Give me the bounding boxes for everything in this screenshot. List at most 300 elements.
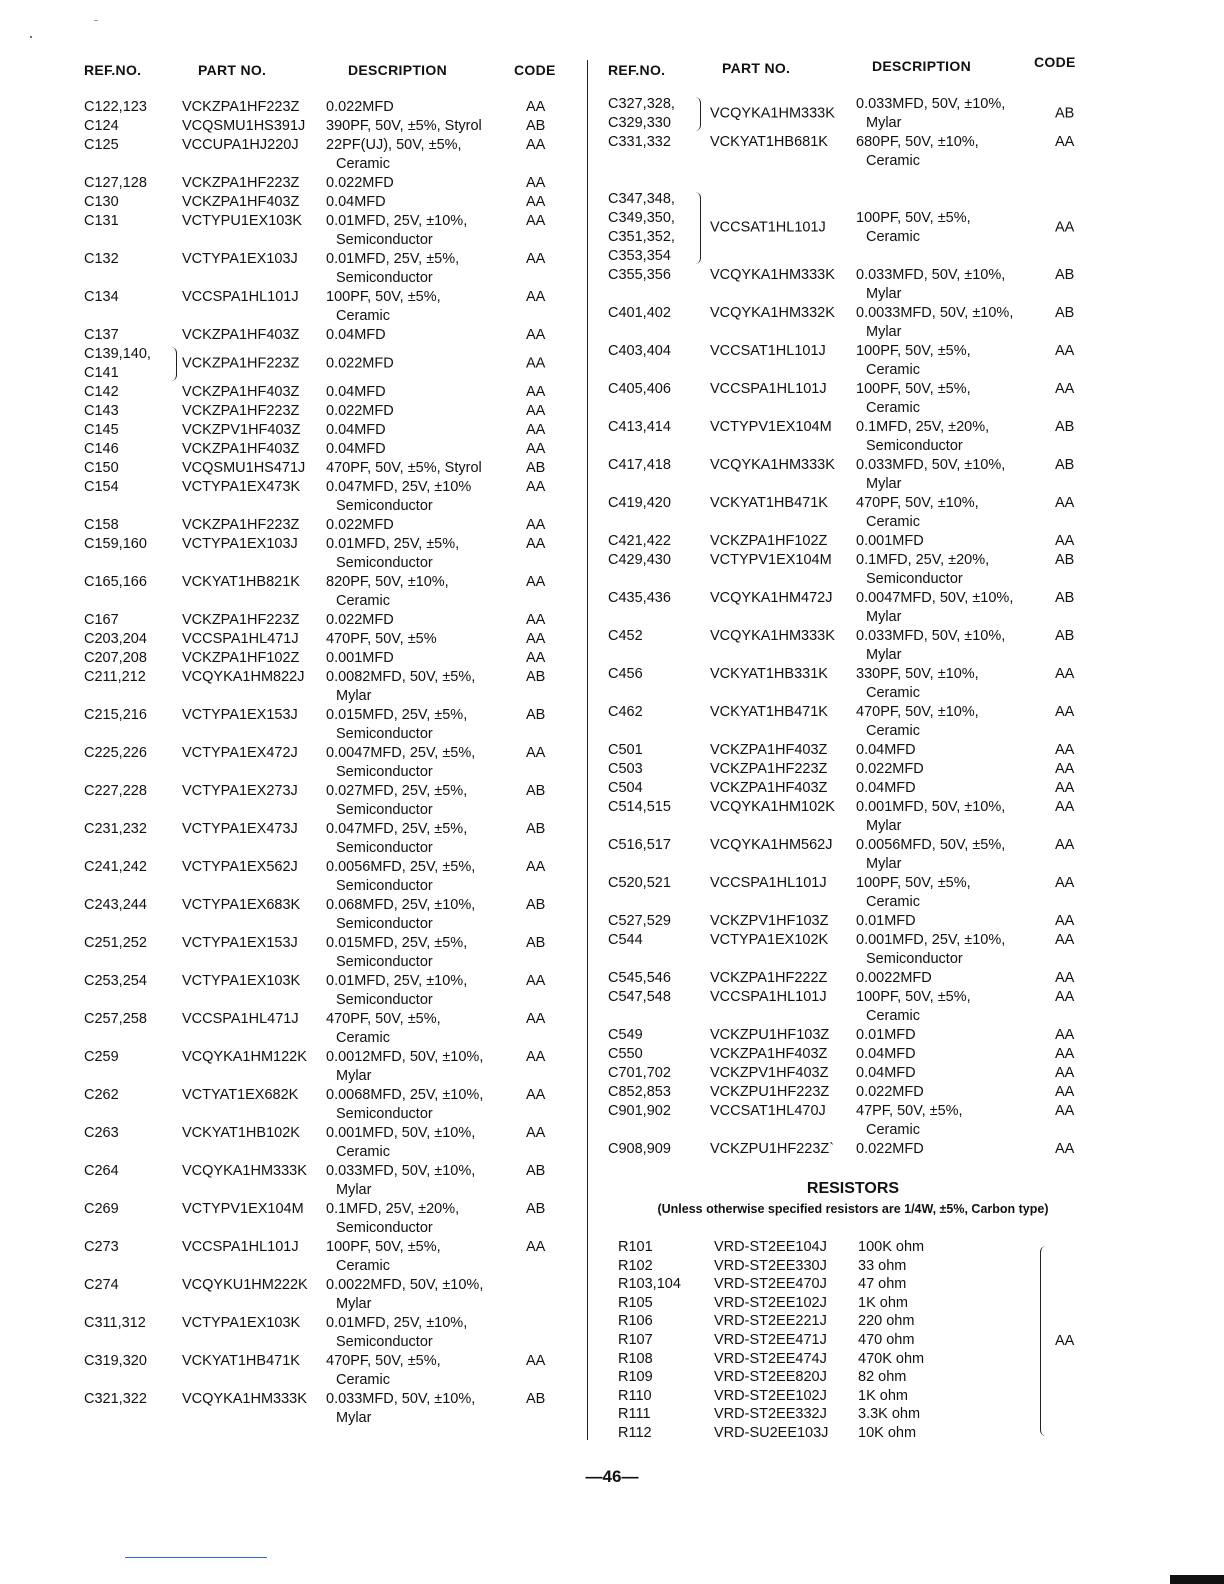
ref-no-line: C417,418: [608, 457, 671, 473]
part-no-cell: VCKZPA1HF102Z: [710, 533, 828, 549]
description-main: 330PF, 50V, ±10%,: [856, 666, 979, 682]
capacitor-list-left: [84, 98, 564, 1428]
part-no-cell: VCKYAT1HB681K: [710, 134, 828, 150]
code-cell: AA: [1055, 134, 1075, 150]
table-row: [84, 1200, 564, 1238]
ref-no-line: C456: [608, 666, 643, 682]
part-no-cell: VCTYPV1EX104M: [710, 419, 832, 435]
ref-no-cell: [84, 706, 147, 725]
resistor-group-code: AA: [1055, 1333, 1075, 1349]
ref-no-cell: [84, 782, 147, 801]
part-no-cell: VCKYAT1HB331K: [710, 666, 828, 682]
code-cell: AB: [526, 1201, 546, 1217]
ref-no-line: C145: [84, 422, 119, 438]
ref-no-line: C520,521: [608, 875, 671, 891]
part-no-cell: VCQYKA1HM333K: [182, 1163, 307, 1179]
ref-no-cell: [608, 456, 671, 475]
description-main: 0.04MFD: [856, 1046, 916, 1062]
ref-no-cell: [84, 478, 119, 497]
description-cell: [326, 136, 462, 174]
code-cell: AB: [526, 118, 546, 134]
ref-no-cell: [608, 304, 671, 323]
ref-no-cell: [84, 820, 147, 839]
description-main: 0.001MFD, 25V, ±10%,: [856, 932, 1006, 948]
ref-no-line: C262: [84, 1087, 119, 1103]
description-type: Mylar: [866, 856, 902, 872]
description-main: 0.0082MFD, 50V, ±5%,: [326, 669, 476, 685]
code-cell: AA: [526, 137, 546, 153]
table-row: [84, 782, 564, 820]
description-main: 0.04MFD: [856, 1065, 916, 1081]
ref-no-line: C327,328,: [608, 96, 675, 112]
description-cell: [326, 1238, 441, 1276]
description-main: 0.015MFD, 25V, ±5%,: [326, 707, 468, 723]
ref-no-cell: [608, 969, 671, 988]
table-row: [84, 858, 564, 896]
ref-no-line: C545,546: [608, 970, 671, 986]
ref-no-line: C527,529: [608, 913, 671, 929]
resistor-ref-cell: R106: [618, 1313, 653, 1330]
part-no-cell: VCTYPA1EX153J: [182, 935, 298, 951]
description-cell: [856, 760, 924, 779]
table-row: [84, 649, 564, 668]
description-main: 0.047MFD, 25V, ±10%: [326, 479, 472, 495]
resistor-part-cell: VRD-ST2EE104J: [714, 1239, 827, 1255]
column-divider: [587, 60, 588, 1440]
table-row: [84, 535, 564, 573]
part-no-cell: VCKYAT1HB471K: [182, 1353, 300, 1369]
code-cell: AA: [526, 479, 546, 495]
table-row: [608, 760, 1088, 779]
resistor-row: [618, 1368, 1078, 1387]
table-row: [608, 95, 1088, 133]
table-row: [84, 668, 564, 706]
ref-no-line: C259: [84, 1049, 119, 1065]
code-cell: AB: [1055, 305, 1075, 321]
resistor-row: [618, 1294, 1078, 1313]
table-row: [84, 630, 564, 649]
ref-no-line: C122,123: [84, 99, 147, 115]
code-cell: AA: [526, 650, 546, 666]
table-row: [608, 798, 1088, 836]
ref-no-cell: [84, 1200, 119, 1219]
description-main: 0.033MFD, 50V, ±10%,: [856, 457, 1006, 473]
description-main: 0.0056MFD, 25V, ±5%,: [326, 859, 476, 875]
description-type: Semiconductor: [336, 840, 433, 856]
resistor-row: [618, 1312, 1078, 1331]
ref-no-line: C165,166: [84, 574, 147, 590]
description-main: 0.022MFD: [326, 355, 394, 372]
part-no-cell: VCTYPA1EX473J: [182, 821, 298, 837]
description-main: 0.022MFD: [856, 1141, 924, 1157]
description-cell: [856, 380, 971, 418]
ref-no-line: C125: [84, 137, 119, 153]
description-main: 100PF, 50V, ±5%,: [856, 210, 971, 226]
ref-no-cell: [608, 798, 671, 817]
table-row: [84, 1314, 564, 1352]
part-no-cell: VCQYKA1HM822J: [182, 669, 305, 685]
ref-no-line: C908,909: [608, 1141, 671, 1157]
table-row: [84, 1162, 564, 1200]
ref-no-cell: [84, 858, 147, 877]
ref-no-cell: [608, 760, 643, 779]
description-main: 0.0022MFD: [856, 970, 932, 986]
ref-no-line: C547,548: [608, 989, 671, 1005]
description-cell: [326, 478, 471, 516]
code-cell: AA: [1055, 1065, 1075, 1081]
description-main: 0.022MFD: [856, 1084, 924, 1100]
description-main: 0.1MFD, 25V, ±20%,: [856, 552, 990, 568]
table-row: [608, 912, 1088, 931]
table-row: [608, 779, 1088, 798]
table-row: [84, 744, 564, 782]
part-no-cell: VCQYKA1HM333K: [182, 1391, 307, 1407]
table-row: [84, 421, 564, 440]
ref-no-line: C143: [84, 403, 119, 419]
header-part-no: PART NO.: [722, 60, 791, 76]
description-type: Semiconductor: [336, 992, 433, 1008]
resistor-value-cell: 100K ohm: [858, 1239, 925, 1255]
ref-no-line: C263: [84, 1125, 119, 1141]
ref-no-line: C435,436: [608, 590, 671, 606]
resistor-part-cell: VRD-ST2EE820J: [714, 1369, 827, 1386]
description-type: Mylar: [866, 818, 902, 834]
code-cell: AB: [526, 707, 546, 723]
scan-edge-mark: [1170, 1575, 1224, 1584]
part-no-cell: VCKZPA1HF403Z: [710, 1046, 828, 1062]
header-ref-no: REF.NO.: [608, 62, 666, 78]
description-main: 0.1MFD, 25V, ±20%,: [856, 419, 990, 435]
ref-no-cell: [84, 1352, 147, 1371]
code-cell: AA: [526, 251, 546, 267]
description-type: Mylar: [336, 1296, 372, 1312]
description-main: 0.01MFD, 25V, ±10%,: [326, 973, 468, 989]
part-no-cell: VCQYKA1HM472J: [710, 590, 833, 606]
description-cell: [856, 304, 1013, 342]
description-cell: [326, 820, 467, 858]
code-cell: AA: [526, 289, 546, 305]
part-no-cell: VCKZPA1HF403Z: [710, 780, 828, 796]
description-type: Ceramic: [336, 1372, 390, 1388]
table-row: [608, 380, 1088, 418]
description-type: Semiconductor: [336, 916, 433, 932]
ref-no-cell: [608, 1064, 671, 1083]
table-row: [84, 706, 564, 744]
part-no-cell: VCKZPU1HF103Z: [710, 1027, 830, 1043]
code-cell: AA: [1055, 219, 1075, 236]
ref-no-line: C207,208: [84, 650, 147, 666]
description-cell: [856, 209, 971, 247]
ref-no-cell: [84, 1048, 119, 1067]
resistor-ref-cell: R103,104: [618, 1276, 681, 1293]
part-no-cell: VCQYKA1HM122K: [182, 1049, 307, 1065]
resistor-part-cell: VRD-ST2EE471J: [714, 1331, 827, 1348]
ref-no-line: C137: [84, 327, 119, 343]
description-type: Semiconductor: [336, 1220, 433, 1236]
code-cell: AA: [1055, 1103, 1075, 1119]
table-row: [84, 345, 564, 383]
description-main: 470PF, 50V, ±5%, Styrol: [326, 460, 482, 476]
description-main: 22PF(UJ), 50V, ±5%,: [326, 137, 462, 153]
description-main: 0.04MFD: [326, 194, 386, 210]
part-no-cell: VCTYPA1EX103J: [182, 251, 298, 267]
resistor-part-cell: VRD-ST2EE221J: [714, 1313, 827, 1330]
code-cell: AA: [526, 1353, 546, 1369]
part-no-cell: VCTYPA1EX102K: [710, 932, 829, 948]
ref-no-cell: [84, 934, 147, 953]
code-cell: AA: [526, 574, 546, 590]
description-cell: [856, 836, 1005, 874]
description-type: Ceramic: [866, 362, 920, 378]
description-main: 390PF, 50V, ±5%, Styrol: [326, 118, 482, 134]
ref-no-cell: [608, 779, 643, 798]
ref-no-cell: [84, 1086, 119, 1105]
part-no-cell: VCQYKA1HM333K: [710, 267, 835, 283]
code-cell: AA: [1055, 1027, 1075, 1043]
resistor-ref-cell: R111: [618, 1406, 651, 1423]
ref-no-cell: [608, 1140, 671, 1159]
code-cell: AA: [1055, 1141, 1075, 1157]
ref-no-line: C215,216: [84, 707, 147, 723]
ref-no-cell: [84, 535, 147, 554]
code-cell: AA: [1055, 875, 1075, 891]
table-row: [84, 1048, 564, 1086]
ref-no-line: C243,244: [84, 897, 147, 913]
table-row: [608, 551, 1088, 589]
description-cell: [856, 779, 916, 798]
description-cell: [326, 193, 386, 212]
part-no-cell: VCKZPA1HF403Z: [182, 194, 300, 210]
ref-no-line: C549: [608, 1027, 643, 1043]
ref-no-line: C355,356: [608, 267, 671, 283]
code-cell: AB: [526, 821, 546, 837]
resistor-row: [618, 1275, 1078, 1294]
ref-no-cell: [608, 551, 671, 570]
description-main: 0.027MFD, 25V, ±5%,: [326, 783, 468, 799]
part-no-cell: VCCSPA1HL471J: [182, 1011, 299, 1027]
description-type: Semiconductor: [336, 232, 433, 248]
description-main: 0.0047MFD, 50V, ±10%,: [856, 590, 1014, 606]
table-row: [84, 288, 564, 326]
code-cell: AB: [1055, 590, 1075, 606]
description-cell: [856, 627, 1005, 665]
code-cell: AA: [1055, 1084, 1075, 1100]
code-cell: AA: [526, 631, 546, 647]
ref-no-line: C130: [84, 194, 119, 210]
code-cell: AA: [1055, 799, 1075, 815]
ref-no-line: C516,517: [608, 837, 671, 853]
table-row: [608, 703, 1088, 741]
table-row: [608, 1102, 1088, 1140]
description-main: 0.033MFD, 50V, ±10%,: [326, 1163, 476, 1179]
part-no-cell: VCTYPA1EX103K: [182, 1315, 301, 1331]
part-no-cell: VCKZPU1HF223Z`: [710, 1141, 835, 1157]
ref-no-line: C347,348,: [608, 191, 675, 207]
description-main: 0.0068MFD, 25V, ±10%,: [326, 1087, 484, 1103]
resistor-ref-cell: R102: [618, 1257, 653, 1274]
ref-no-cell: [608, 342, 671, 361]
code-cell: AA: [526, 1125, 546, 1141]
part-no-cell: VCTYPA1EX473K: [182, 479, 301, 495]
description-main: 0.001MFD, 50V, ±10%,: [856, 799, 1006, 815]
ref-no-line: C403,404: [608, 343, 671, 359]
ref-no-line: C159,160: [84, 536, 147, 552]
description-main: 0.04MFD: [326, 384, 386, 400]
part-no-cell: VCKYAT1HB471K: [710, 704, 828, 720]
ref-no-line: C349,350,: [608, 210, 675, 226]
table-row: [84, 174, 564, 193]
description-main: 0.01MFD, 25V, ±5%,: [326, 251, 460, 267]
table-row: [84, 820, 564, 858]
ref-no-cell: [608, 836, 671, 855]
table-row: [608, 418, 1088, 456]
code-cell: AA: [526, 536, 546, 552]
ref-no-cell: [84, 744, 147, 763]
description-main: 680PF, 50V, ±10%,: [856, 134, 979, 150]
description-type: Ceramic: [866, 400, 920, 416]
description-type: Ceramic: [866, 514, 920, 530]
code-cell: AA: [1055, 343, 1075, 359]
code-cell: AB: [1055, 267, 1075, 283]
description-cell: [326, 630, 437, 649]
part-no-cell: VCKYAT1HB821K: [182, 574, 300, 590]
description-main: 0.01MFD, 25V, ±10%,: [326, 213, 468, 229]
description-main: 470PF, 50V, ±5%,: [326, 1011, 441, 1027]
description-main: 100PF, 50V, ±5%,: [856, 989, 971, 1005]
code-cell: AA: [526, 973, 546, 989]
ref-no-cell: [84, 1124, 119, 1143]
table-row: [84, 326, 564, 345]
resistor-part-cell: VRD-ST2EE332J: [714, 1406, 827, 1423]
description-cell: [326, 1162, 475, 1200]
table-row: [84, 212, 564, 250]
part-no-cell: VCKZPV1HF403Z: [710, 1065, 829, 1081]
description-cell: [326, 516, 394, 535]
ref-no-line: C273: [84, 1239, 119, 1255]
table-row: [84, 459, 564, 478]
ref-no-line: C211,212: [84, 669, 146, 685]
description-main: 0.022MFD: [326, 175, 394, 191]
resistor-row: [618, 1331, 1078, 1350]
ref-no-line: C351,352,: [608, 229, 675, 245]
description-cell: [326, 1200, 459, 1238]
ref-no-cell: [608, 418, 671, 437]
ref-no-cell: [84, 421, 119, 440]
description-cell: [326, 1314, 467, 1352]
description-main: 100PF, 50V, ±5%,: [856, 381, 971, 397]
description-type: Semiconductor: [866, 438, 963, 454]
ref-no-line: C203,204: [84, 631, 147, 647]
description-main: 100PF, 50V, ±5%,: [326, 1239, 441, 1255]
part-no-cell: VCTYPA1EX273J: [182, 783, 298, 799]
ref-no-cell: [608, 494, 671, 513]
ref-no-line: C146: [84, 441, 119, 457]
description-cell: [326, 896, 475, 934]
ref-no-line: C701,702: [608, 1065, 671, 1081]
part-no-cell: VCQYKA1HM102K: [710, 799, 835, 815]
code-cell: AB: [526, 1163, 546, 1179]
code-cell: AA: [526, 517, 546, 533]
code-cell: AA: [526, 327, 546, 343]
code-cell: AA: [526, 1011, 546, 1027]
description-type: Mylar: [336, 1410, 372, 1426]
resistor-ref-cell: R110: [618, 1387, 652, 1404]
part-no-cell: VCKYAT1HB471K: [710, 495, 828, 511]
ref-no-line: C501: [608, 742, 643, 758]
resistor-value-cell: 82 ohm: [858, 1369, 907, 1386]
ref-no-cell: [608, 627, 643, 646]
description-type: Semiconductor: [336, 764, 433, 780]
ref-no-line: C139,140,: [84, 346, 151, 362]
code-cell: AA: [526, 1087, 546, 1103]
code-cell: AB: [526, 783, 546, 799]
ref-no-cell: [84, 972, 147, 991]
code-cell: AA: [526, 441, 546, 457]
ref-no-line: C401,402: [608, 305, 671, 321]
part-no-cell: VCTYPU1EX103K: [182, 213, 303, 229]
ref-no-cell: [608, 912, 671, 931]
code-cell: AA: [1055, 495, 1075, 511]
description-main: 0.01MFD, 25V, ±10%,: [326, 1315, 468, 1331]
description-type: Semiconductor: [336, 878, 433, 894]
code-cell: AB: [526, 669, 546, 685]
page-number: —46—: [585, 1467, 639, 1486]
part-no-cell: VCKZPA1HF222Z: [710, 970, 828, 986]
part-no-cell: VCQYKA1HM562J: [710, 837, 833, 853]
ref-no-cell: [84, 326, 119, 345]
description-main: 0.047MFD, 25V, ±5%,: [326, 821, 468, 837]
description-main: 0.033MFD, 50V, ±10%,: [326, 1391, 476, 1407]
part-no-cell: VCCUPA1HJ220J: [182, 137, 299, 153]
description-type: Ceramic: [866, 153, 920, 169]
ref-no-line: C134: [84, 289, 119, 305]
description-cell: [856, 665, 979, 703]
part-no-cell: VCKZPA1HF223Z: [182, 175, 300, 191]
code-cell: AA: [1055, 761, 1075, 777]
ref-no-cell: [84, 402, 119, 421]
ref-no-line: C142: [84, 384, 119, 400]
ref-no-cell: [84, 668, 146, 687]
resistor-value-cell: 470 ohm: [858, 1331, 915, 1348]
ref-no-cell: [84, 1162, 119, 1181]
description-main: 0.033MFD, 50V, ±10%,: [856, 628, 1006, 644]
ref-no-cell: [84, 1010, 147, 1029]
description-main: 0.001MFD: [856, 533, 924, 549]
table-row: [84, 250, 564, 288]
description-cell: [326, 972, 467, 1010]
part-no-cell: VCCSAT1HL470J: [710, 1103, 826, 1119]
part-no-cell: VCKZPA1HF102Z: [182, 650, 300, 666]
header-code: CODE: [1034, 54, 1076, 70]
ref-no-line: C264: [84, 1163, 119, 1179]
ref-no-cell: [84, 136, 119, 155]
description-main: 100PF, 50V, ±5%,: [326, 289, 441, 305]
ref-no-line: C413,414: [608, 419, 671, 435]
description-cell: [856, 266, 1005, 304]
table-row: [608, 589, 1088, 627]
description-type: Mylar: [336, 1068, 372, 1084]
part-no-cell: VCTYPA1EX562J: [182, 859, 298, 875]
ref-no-cell: [608, 133, 671, 152]
ref-no-line: C419,420: [608, 495, 671, 511]
ref-no-line: C462: [608, 704, 643, 720]
description-main: 0.001MFD: [326, 650, 394, 666]
ref-no-cell: [608, 741, 643, 760]
description-cell: [326, 934, 467, 972]
ref-no-line: C269: [84, 1201, 119, 1217]
part-no-cell: VCTYPV1EX104M: [182, 1201, 304, 1217]
description-main: 0.022MFD: [856, 761, 924, 777]
